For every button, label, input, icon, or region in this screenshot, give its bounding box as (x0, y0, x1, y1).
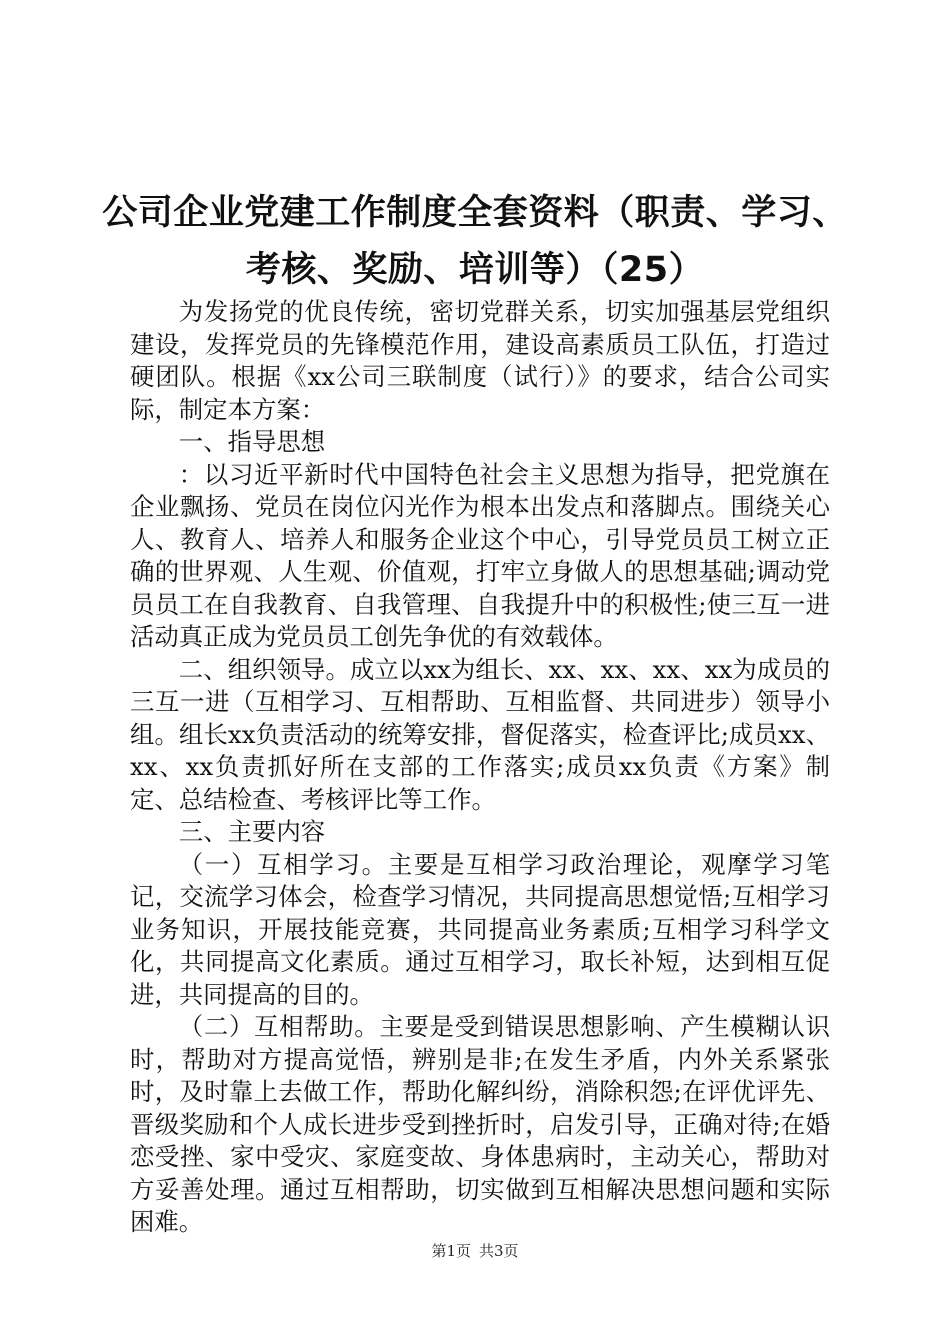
section-heading-main-content: 三、主要内容 (178, 817, 326, 846)
title-line-1: 公司企业党建工作制度全套资料（职责、学习、 (102, 193, 848, 233)
paragraph-mutual-help: （二）互相帮助。主要是受到错误思想影响、产生模糊认识时，帮助对方提高觉悟，辨别是非;在发生矛盾，内外关系紧张时，及时靠上去做工作，帮助化解纠纷，消除积怨;在评优评先、晋级奖励和个人成长进步受到挫折时，启发引导，正确对待;在婚恋受挫、家中受灾、家庭变故、身体患病时，主动关心，帮助对方妥善处理。通过互相帮助，切实做到互相解决思想问题和实际困难。 (130, 1012, 830, 1236)
section-heading-guiding-ideology: 一、指导思想 (178, 427, 326, 456)
title-line-2: 考核、奖励、培训等）（25） (245, 250, 705, 290)
paragraph-organization-leadership: 二、组织领导。成立以xx为组长、xx、xx、xx、xx为成员的三互一进（互相学习、互相帮助、互相监督、共同进步）领导小组。组长xx负责活动的统筹安排，督促落实，检查评比;成员xx、xx、xx负责抓好所在支部的工作落实;成员xx负责《方案》制定、总结检查、考核评比等工作。 (130, 654, 830, 814)
paragraph-mutual-learning: （一）互相学习。主要是互相学习政治理论，观摩学习笔记，交流学习体会，检查学习情况，共同提高思想觉悟;互相学习业务知识，开展技能竞赛，共同提高业务素质;互相学习科学文化，共同提高文化素质。通过互相学习，取长补短，达到相互促进，共同提高的目的。 (130, 849, 830, 1009)
paragraph-intro: 为发扬党的优良传统，密切党群关系，切实加强基层党组织建设，发挥党员的先锋模范作用，建设高素质员工队伍，打造过硬团队。根据《xx公司三联制度（试行）》的要求，结合公司实际，制定本方案： (130, 297, 830, 424)
document-body (130, 296, 830, 1239)
document-title (100, 185, 850, 299)
page-number: 第1页 (431, 1242, 471, 1260)
page-footer (0, 1241, 950, 1261)
page-total: 共3页 (479, 1242, 519, 1260)
paragraph-guiding-ideology: ：以习近平新时代中国特色社会主义思想为指导，把党旗在企业飘扬、党员在岗位闪光作为根本出发点和落脚点。围绕关心人、教育人、培养人和服务企业这个中心，引导党员员工树立正确的世界观、人生观、价值观，打牢立身做人的思想基础;调动党员员工在自我教育、自我管理、自我提升中的积极性;使三互一进活动真正成为党员员工创先争优的有效载体。 (130, 459, 830, 651)
